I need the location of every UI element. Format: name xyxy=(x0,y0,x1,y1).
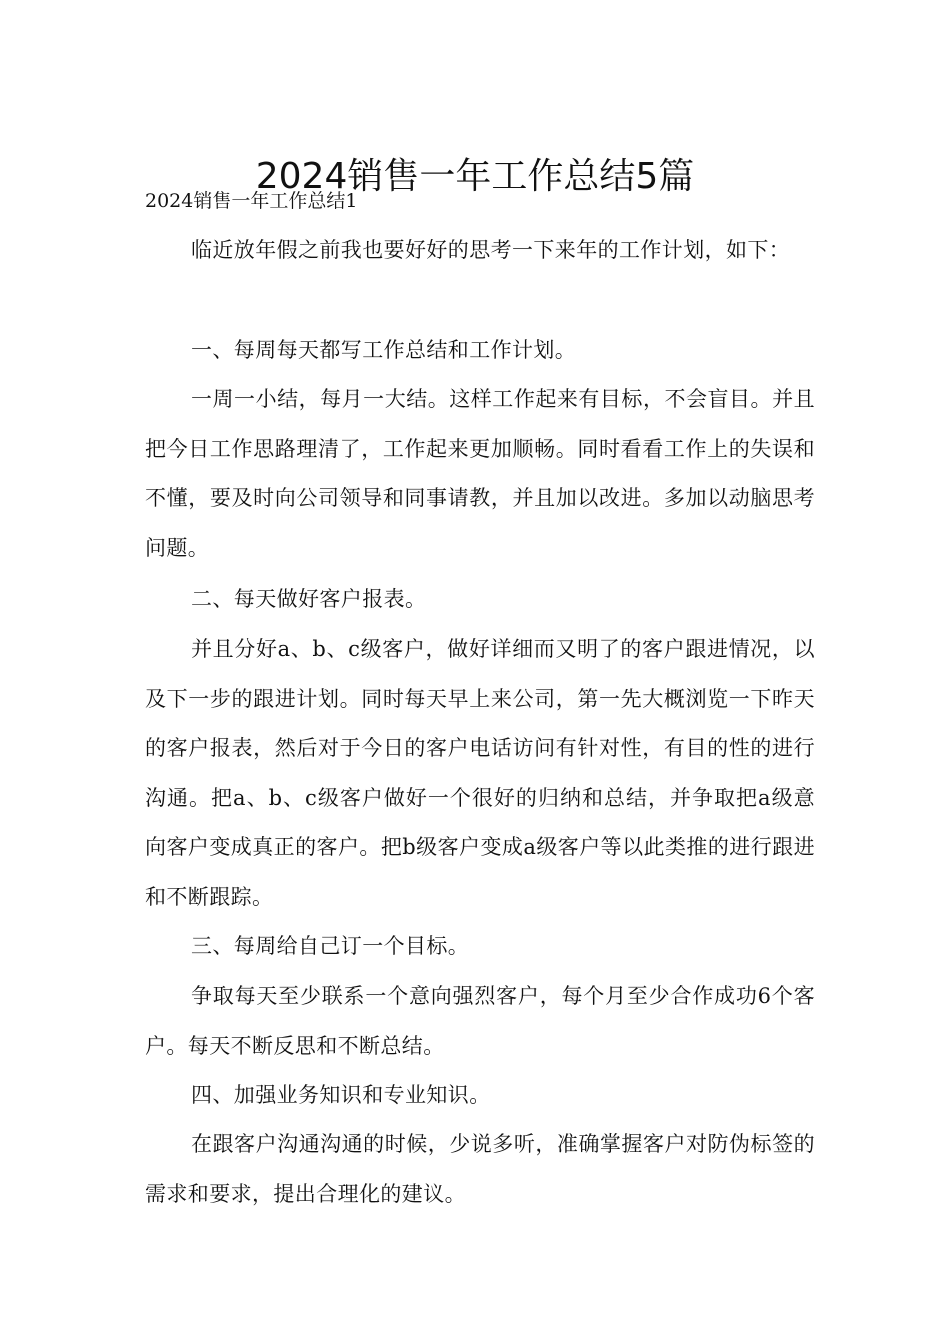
section-body-1: 一周一小结，每月一大结。这样工作起来有目标，不会盲目。并且把今日工作思路理清了，工作起来更加顺畅。同时看看工作上的失误和不懂，要及时向公司领导和同事请教，并且加以改进。多加以动脑思考问题。 xyxy=(145,387,815,560)
section-heading-1: 一、每周每天都写工作总结和工作计划。 xyxy=(191,338,577,362)
document-title: 2024销售一年工作总结5篇 xyxy=(255,156,695,198)
document-subtitle: 2024销售一年工作总结1 xyxy=(145,190,358,212)
section-heading-4: 四、加强业务知识和专业知识。 xyxy=(191,1083,491,1107)
section-heading-2: 二、每天做好客户报表。 xyxy=(191,587,427,611)
section-body-4: 在跟客户沟通沟通的时候，少说多听，准确掌握客户对防伪标签的需求和要求，提出合理化的建议。 xyxy=(145,1132,815,1206)
section-body-3: 争取每天至少联系一个意向强烈客户，每个月至少合作成功6个客户。每天不断反思和不断总结。 xyxy=(145,984,815,1058)
section-heading-3: 三、每周给自己订一个目标。 xyxy=(191,934,470,958)
section-body-2: 并且分好a、b、c级客户，做好详细而又明了的客户跟进情况，以及下一步的跟进计划。同时每天早上来公司，第一先大概浏览一下昨天的客户报表，然后对于今日的客户电话访问有针对性，有目的性的进行沟通。把a、b、c级客户做好一个很好的归纳和总结，并争取把a级意向客户变成真正的客户。把b级客户变成a级客户等以此类推的进行跟进和不断跟踪。 xyxy=(145,637,815,909)
intro-paragraph: 临近放年假之前我也要好好的思考一下来年的工作计划，如下： xyxy=(191,238,791,262)
